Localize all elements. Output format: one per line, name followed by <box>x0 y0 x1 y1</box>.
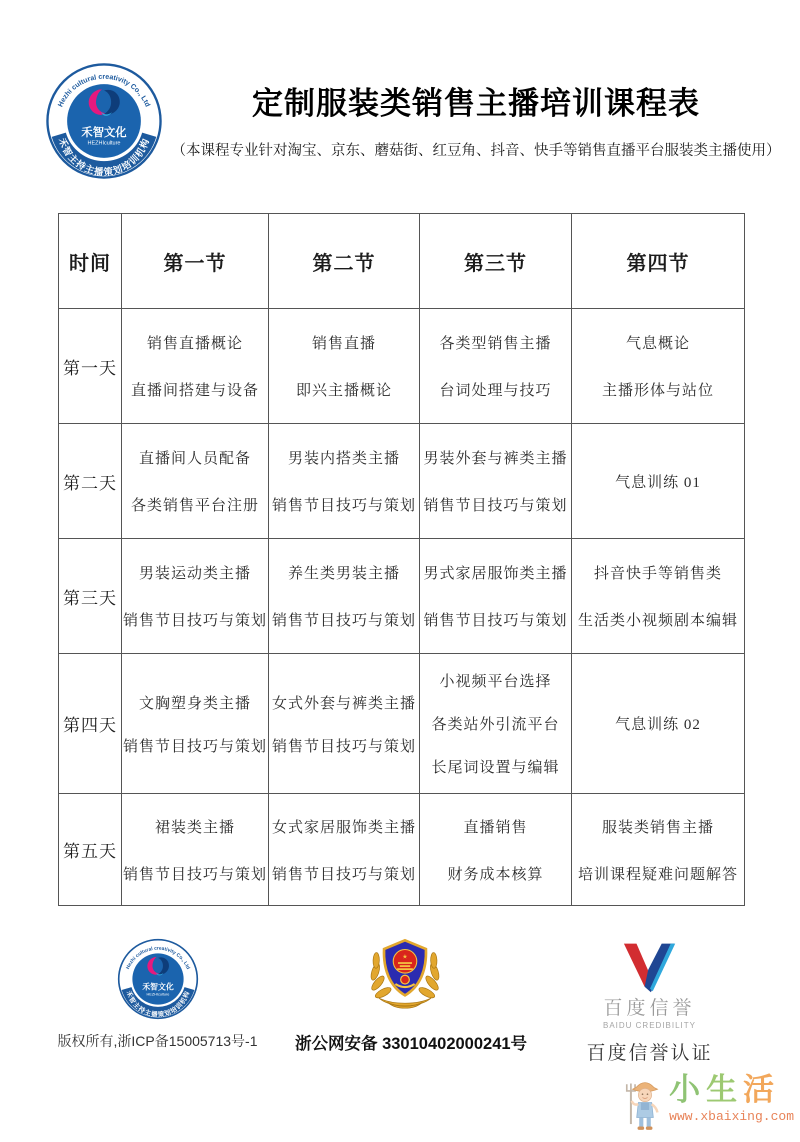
course-line: 各类销售平台注册 <box>130 498 259 514</box>
course-line: 财务成本核算 <box>447 866 544 883</box>
course-cell <box>269 424 420 539</box>
course-line: 抖音快手等销售类 <box>593 566 722 582</box>
course-line: 销售节目技巧与策划 <box>271 738 416 755</box>
course-line: 裙装类主播 <box>154 819 235 836</box>
course-cell <box>420 309 572 424</box>
course-line: 销售节目技巧与策划 <box>423 613 568 629</box>
watermark-brand: 小生活 <box>669 1072 781 1107</box>
course-line: 主播形体与站位 <box>601 383 714 399</box>
course-cell <box>122 794 269 906</box>
course-line: 各类站外引流平台 <box>431 717 560 733</box>
course-line: 销售直播 <box>311 336 376 352</box>
course-cell <box>122 654 269 794</box>
course-line: 养生类男装主播 <box>287 566 400 582</box>
watermark-url: www.xbaixing.com <box>669 1108 794 1124</box>
footer-company <box>55 938 260 1051</box>
course-cell <box>420 424 572 539</box>
svg-text:★: ★ <box>402 954 408 961</box>
company-logo-icon <box>45 62 163 180</box>
course-cell <box>122 309 269 424</box>
course-cell <box>572 309 745 424</box>
course-line: 销售节目技巧与策划 <box>122 866 267 883</box>
course-line: 服装类销售主播 <box>601 819 714 836</box>
course-line: 女式外套与裤类主播 <box>271 695 416 712</box>
course-cell <box>122 539 269 654</box>
column-header: 第一节 <box>122 214 269 309</box>
course-line: 销售节目技巧与策划 <box>423 498 568 514</box>
course-cell <box>420 539 572 654</box>
course-line: 气息概论 <box>625 336 690 352</box>
course-line: 台词处理与技巧 <box>439 383 552 399</box>
course-cell <box>269 654 420 794</box>
course-cell <box>122 424 269 539</box>
column-header-time: 时间 <box>59 214 122 309</box>
course-line: 销售节目技巧与策划 <box>122 613 267 629</box>
course-line: 气息训练 02 <box>615 717 701 733</box>
day-label: 第五天 <box>59 794 122 906</box>
day-label: 第三天 <box>59 539 122 654</box>
baidu-name-cn: 百度信誉 <box>603 998 696 1019</box>
table-row <box>59 654 745 794</box>
table-row <box>59 539 745 654</box>
footer-baidu <box>572 940 727 1065</box>
day-label: 第二天 <box>59 424 122 539</box>
course-line: 女式家居服饰类主播 <box>271 819 416 836</box>
course-cell <box>572 539 745 654</box>
table-row <box>59 424 745 539</box>
table-row <box>59 309 745 424</box>
course-line: 销售节目技巧与策划 <box>271 866 416 883</box>
table-header-row <box>59 214 745 309</box>
course-cell <box>420 654 572 794</box>
police-badge-icon <box>357 933 453 1021</box>
course-cell <box>269 794 420 906</box>
police-record-text: 浙公网安备 33010402000241号 <box>295 1035 528 1053</box>
course-line: 销售节目技巧与策划 <box>122 738 267 755</box>
column-header: 第四节 <box>572 214 745 309</box>
course-line: 即兴主播概论 <box>295 383 392 399</box>
course-cell <box>420 794 572 906</box>
table-body <box>59 309 745 906</box>
course-line: 直播销售 <box>463 819 528 836</box>
course-line: 小视频平台选择 <box>439 674 552 690</box>
day-label: 第四天 <box>59 654 122 794</box>
company-logo-icon-small <box>117 938 199 1020</box>
table-row <box>59 794 745 906</box>
course-line: 生活类小视频剧本编辑 <box>577 613 738 629</box>
course-line: 气息训练 01 <box>615 474 701 491</box>
course-line: 男装运动类主播 <box>138 566 251 582</box>
course-line: 销售直播概论 <box>146 336 243 352</box>
course-line: 男式家居服饰类主播 <box>423 566 568 582</box>
page-title: 定制服装类销售主播培训课程表 <box>252 86 700 121</box>
course-line: 直播间搭建与设备 <box>130 383 259 399</box>
course-line: 长尾词设置与编辑 <box>431 760 560 776</box>
course-line: 文胸塑身类主播 <box>138 695 251 712</box>
course-cell <box>269 539 420 654</box>
course-line: 培训课程疑难问题解答 <box>577 866 738 883</box>
course-line: 销售节目技巧与策划 <box>271 613 416 629</box>
column-header: 第三节 <box>420 214 572 309</box>
day-label: 第一天 <box>59 309 122 424</box>
course-cell <box>572 424 745 539</box>
course-table <box>58 213 745 906</box>
site-watermark <box>623 1074 794 1134</box>
course-line: 销售节目技巧与策划 <box>271 498 416 514</box>
course-line: 男装外套与裤类主播 <box>423 451 568 467</box>
course-line: 各类型销售主播 <box>439 336 552 352</box>
column-header: 第二节 <box>269 214 420 309</box>
course-line: 直播间人员配备 <box>138 451 251 467</box>
copyright-text: 版权所有,浙ICP备15005713号-1 <box>57 1033 258 1049</box>
course-line: 男装内搭类主播 <box>287 451 400 467</box>
baidu-credibility-icon <box>618 940 682 994</box>
farmer-mascot-icon <box>623 1076 667 1134</box>
course-cell <box>572 654 745 794</box>
baidu-cert-text: 百度信誉认证 <box>586 1042 713 1064</box>
page-subtitle: （本课程专业针对淘宝、京东、蘑菇街、红豆角、抖音、快手等销售直播平台服装类主播使用） <box>171 143 781 159</box>
baidu-name-en: BAIDU CREDIBILITY <box>602 1020 696 1030</box>
course-cell <box>572 794 745 906</box>
course-cell <box>269 309 420 424</box>
footer-police <box>295 933 528 1054</box>
